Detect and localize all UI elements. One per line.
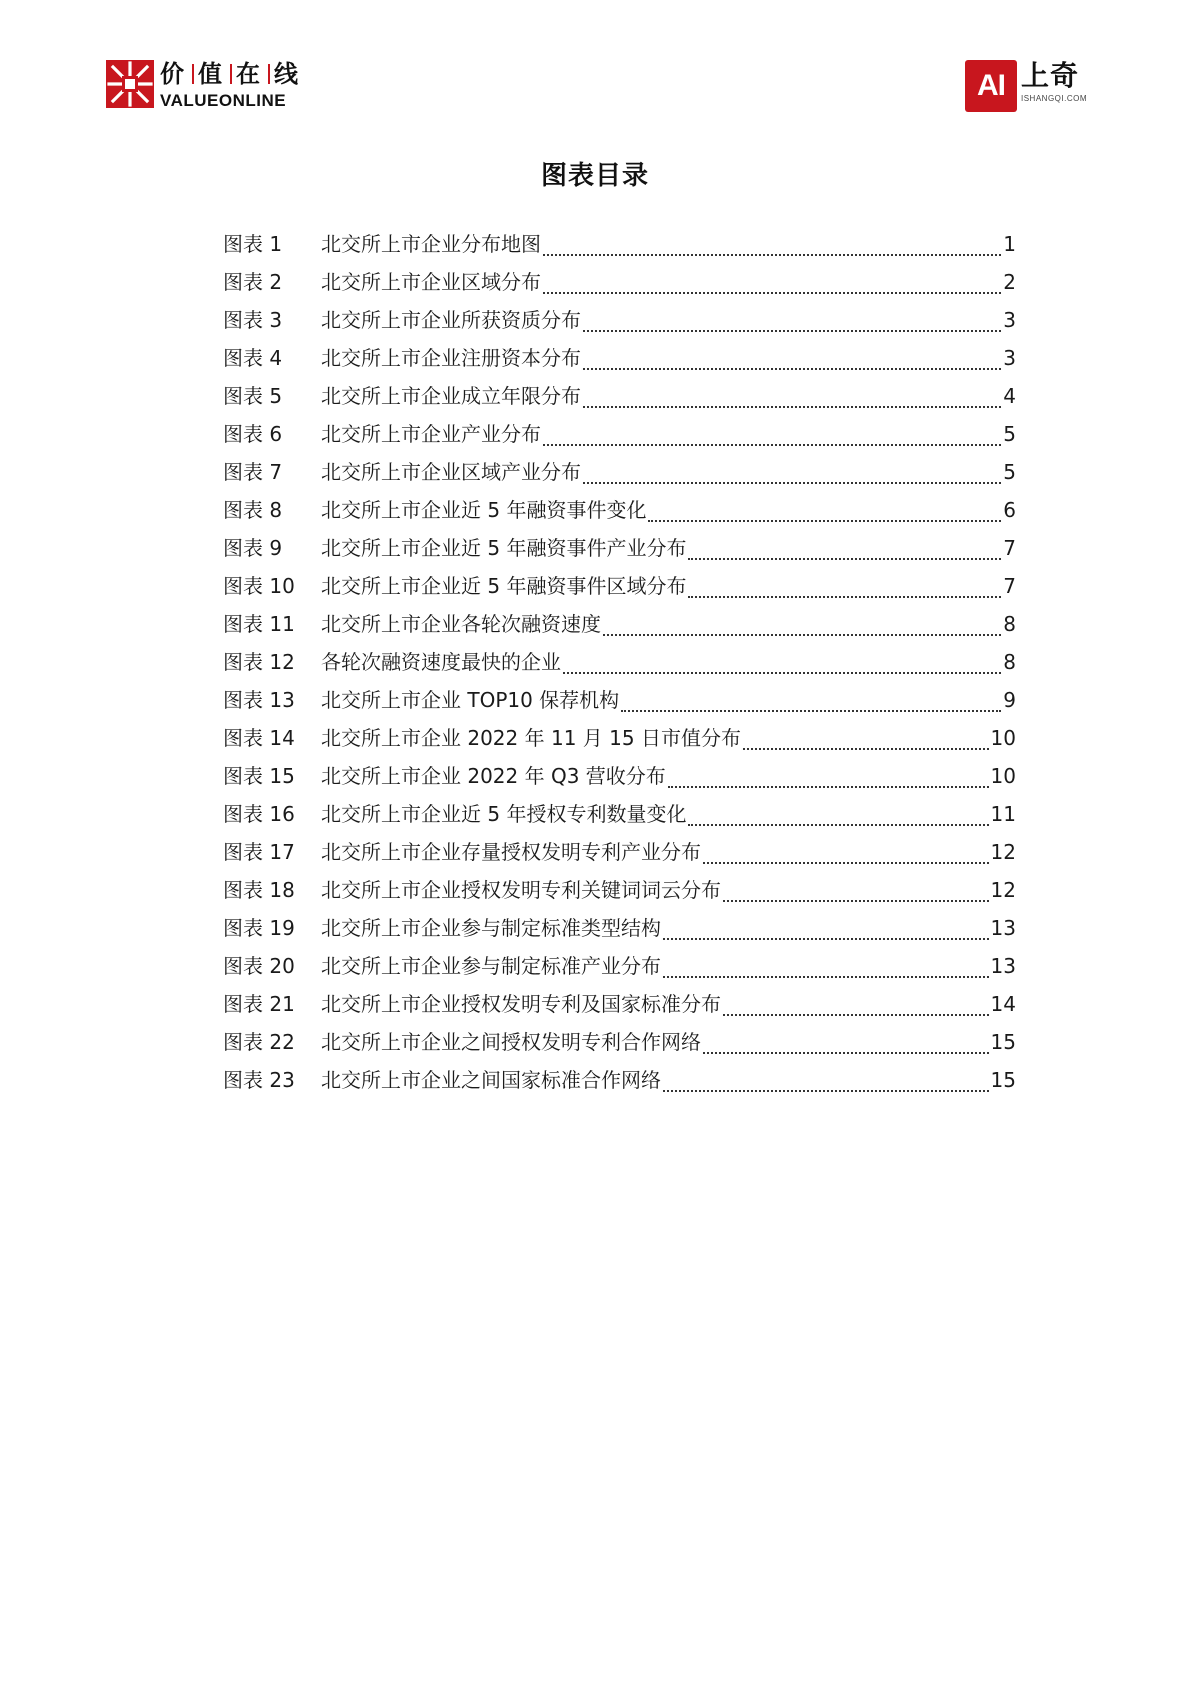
toc-entry-label: 图表 19: [223, 916, 295, 940]
toc-entry-label: 图表 8: [223, 498, 283, 522]
toc-leader-dots: [543, 444, 1001, 446]
toc-entry[interactable]: [223, 418, 1016, 456]
toc-entry-title: 北交所上市企业产业分布: [321, 422, 541, 446]
toc-entry[interactable]: [223, 494, 1016, 532]
toc-leader-dots: [663, 938, 989, 940]
toc-leader-dots: [621, 710, 1001, 712]
toc-entry-title: 北交所上市企业近 5 年融资事件变化: [321, 498, 647, 522]
toc-entry-title: 北交所上市企业近 5 年融资事件产业分布: [321, 536, 687, 560]
toc-entry-title: 北交所上市企业区域产业分布: [321, 460, 581, 484]
toc-entry[interactable]: [223, 988, 1016, 1026]
toc-entry[interactable]: [223, 456, 1016, 494]
toc-entry[interactable]: [223, 760, 1016, 798]
toc-entry[interactable]: [223, 304, 1016, 342]
toc-entry-page-number: 3: [1003, 346, 1016, 370]
toc-entry[interactable]: [223, 532, 1016, 570]
toc-entry-title: 北交所上市企业注册资本分布: [321, 346, 581, 370]
toc-entry-page-number: 3: [1003, 308, 1016, 332]
toc-entry-label: 图表 6: [223, 422, 283, 446]
toc-entry-title: 北交所上市企业授权发明专利及国家标准分布: [321, 992, 721, 1016]
toc-leader-dots: [663, 1090, 989, 1092]
toc-entry[interactable]: [223, 798, 1016, 836]
toc-entry-title: 北交所上市企业参与制定标准产业分布: [321, 954, 661, 978]
valueonline-mark-icon: [106, 60, 154, 108]
toc-entry-page-number: 9: [1003, 688, 1016, 712]
toc-entry-page-number: 5: [1003, 422, 1016, 446]
toc-entry[interactable]: [223, 912, 1016, 950]
toc-entry[interactable]: [223, 684, 1016, 722]
toc-entry-title: 北交所上市企业 2022 年 Q3 营收分布: [321, 764, 666, 788]
toc-leader-dots: [583, 406, 1001, 408]
toc-entry-page-number: 12: [990, 878, 1016, 902]
toc-entry-label: 图表 3: [223, 308, 283, 332]
toc-entry-page-number: 13: [990, 916, 1016, 940]
toc-entry[interactable]: [223, 1064, 1016, 1102]
toc-entry-label: 图表 11: [223, 612, 295, 636]
toc-entry-label: 图表 23: [223, 1068, 295, 1092]
toc-entry-title: 北交所上市企业成立年限分布: [321, 384, 581, 408]
toc-entry-title: 北交所上市企业 TOP10 保荐机构: [321, 688, 620, 712]
toc-entry-page-number: 1: [1003, 232, 1016, 256]
toc-entry-page-number: 2: [1003, 270, 1016, 294]
toc-entry-title: 北交所上市企业授权发明专利关键词词云分布: [321, 878, 721, 902]
toc-entry-label: 图表 17: [223, 840, 295, 864]
toc-entry-label: 图表 15: [223, 764, 295, 788]
shangqi-badge-icon: AI: [965, 60, 1017, 112]
toc-entry-label: 图表 13: [223, 688, 295, 712]
toc-leader-dots: [543, 292, 1001, 294]
toc-entry-label: 图表 22: [223, 1030, 295, 1054]
toc-entry-page-number: 8: [1003, 650, 1016, 674]
toc-entry[interactable]: [223, 342, 1016, 380]
toc-entry-label: 图表 16: [223, 802, 295, 826]
toc-entry[interactable]: [223, 608, 1016, 646]
toc-entry-label: 图表 18: [223, 878, 295, 902]
toc-entry-page-number: 10: [990, 726, 1016, 750]
toc-entry-title: 北交所上市企业区域分布: [321, 270, 541, 294]
valueonline-en-name: VALUEONLINE: [160, 91, 287, 110]
toc-leader-dots: [723, 1014, 989, 1016]
toc-entry-title: 北交所上市企业各轮次融资速度: [321, 612, 601, 636]
figure-list: [223, 228, 1016, 1102]
toc-entry-page-number: 7: [1003, 574, 1016, 598]
toc-leader-dots: [688, 596, 1001, 598]
toc-entry-page-number: 13: [990, 954, 1016, 978]
toc-leader-dots: [703, 1052, 989, 1054]
toc-leader-dots: [583, 330, 1001, 332]
toc-entry-label: 图表 21: [223, 992, 295, 1016]
shangqi-name: 上奇: [1021, 59, 1080, 92]
toc-entry-title: 北交所上市企业参与制定标准类型结构: [321, 916, 661, 940]
toc-entry-title: 各轮次融资速度最快的企业: [321, 650, 561, 674]
toc-entry-page-number: 10: [990, 764, 1016, 788]
toc-leader-dots: [648, 520, 1001, 522]
toc-entry[interactable]: [223, 570, 1016, 608]
toc-entry-page-number: 5: [1003, 460, 1016, 484]
toc-entry-label: 图表 4: [223, 346, 283, 370]
toc-entry-label: 图表 5: [223, 384, 283, 408]
toc-entry-title: 北交所上市企业近 5 年融资事件区域分布: [321, 574, 687, 598]
toc-leader-dots: [723, 900, 989, 902]
toc-entry-title: 北交所上市企业近 5 年授权专利数量变化: [321, 802, 687, 826]
toc-entry[interactable]: [223, 950, 1016, 988]
toc-entry-label: 图表 1: [223, 232, 283, 256]
toc-entry-label: 图表 9: [223, 536, 283, 560]
toc-leader-dots: [663, 976, 989, 978]
toc-leader-dots: [563, 672, 1001, 674]
toc-entry-label: 图表 7: [223, 460, 283, 484]
toc-entry-page-number: 15: [990, 1030, 1016, 1054]
toc-entry-title: 北交所上市企业 2022 年 11 月 15 日市值分布: [321, 726, 741, 750]
toc-entry-page-number: 14: [990, 992, 1016, 1016]
toc-leader-dots: [543, 254, 1001, 256]
toc-leader-dots: [688, 824, 988, 826]
toc-entry[interactable]: [223, 228, 1016, 266]
toc-entry-page-number: 4: [1003, 384, 1016, 408]
toc-leader-dots: [668, 786, 989, 788]
page-title: 图表目录: [540, 161, 649, 191]
toc-entry-page-number: 15: [990, 1068, 1016, 1092]
toc-entry-page-number: 7: [1003, 536, 1016, 560]
toc-entry-title: 北交所上市企业所获资质分布: [321, 308, 581, 332]
toc-entry[interactable]: [223, 874, 1016, 912]
toc-entry-label: 图表 12: [223, 650, 295, 674]
toc-entry-label: 图表 14: [223, 726, 295, 750]
toc-leader-dots: [583, 368, 1001, 370]
toc-entry[interactable]: [223, 836, 1016, 874]
toc-entry[interactable]: [223, 722, 1016, 760]
toc-entry[interactable]: [223, 380, 1016, 418]
toc-entry-page-number: 6: [1003, 498, 1016, 522]
shangqi-domain: ISHANGQI.COM: [1021, 94, 1088, 103]
valueonline-cn-name: 价 值 在 线: [160, 60, 302, 88]
shangqi-logo: [965, 60, 1087, 112]
toc-entry-label: 图表 2: [223, 270, 283, 294]
toc-entry-title: 北交所上市企业之间国家标准合作网络: [321, 1068, 661, 1092]
toc-entry[interactable]: [223, 646, 1016, 684]
toc-entry-title: 北交所上市企业分布地图: [321, 232, 541, 256]
toc-leader-dots: [688, 558, 1001, 560]
toc-leader-dots: [703, 862, 989, 864]
toc-entry-label: 图表 10: [223, 574, 295, 598]
toc-entry[interactable]: [223, 266, 1016, 304]
toc-leader-dots: [603, 634, 1001, 636]
toc-leader-dots: [583, 482, 1001, 484]
valueonline-logo: [106, 60, 302, 112]
toc-entry-page-number: 8: [1003, 612, 1016, 636]
toc-entry-label: 图表 20: [223, 954, 295, 978]
toc-entry-title: 北交所上市企业存量授权发明专利产业分布: [321, 840, 701, 864]
toc-entry-page-number: 11: [990, 802, 1016, 826]
toc-leader-dots: [743, 748, 989, 750]
toc-entry[interactable]: [223, 1026, 1016, 1064]
toc-entry-title: 北交所上市企业之间授权发明专利合作网络: [321, 1030, 701, 1054]
toc-entry-page-number: 12: [990, 840, 1016, 864]
